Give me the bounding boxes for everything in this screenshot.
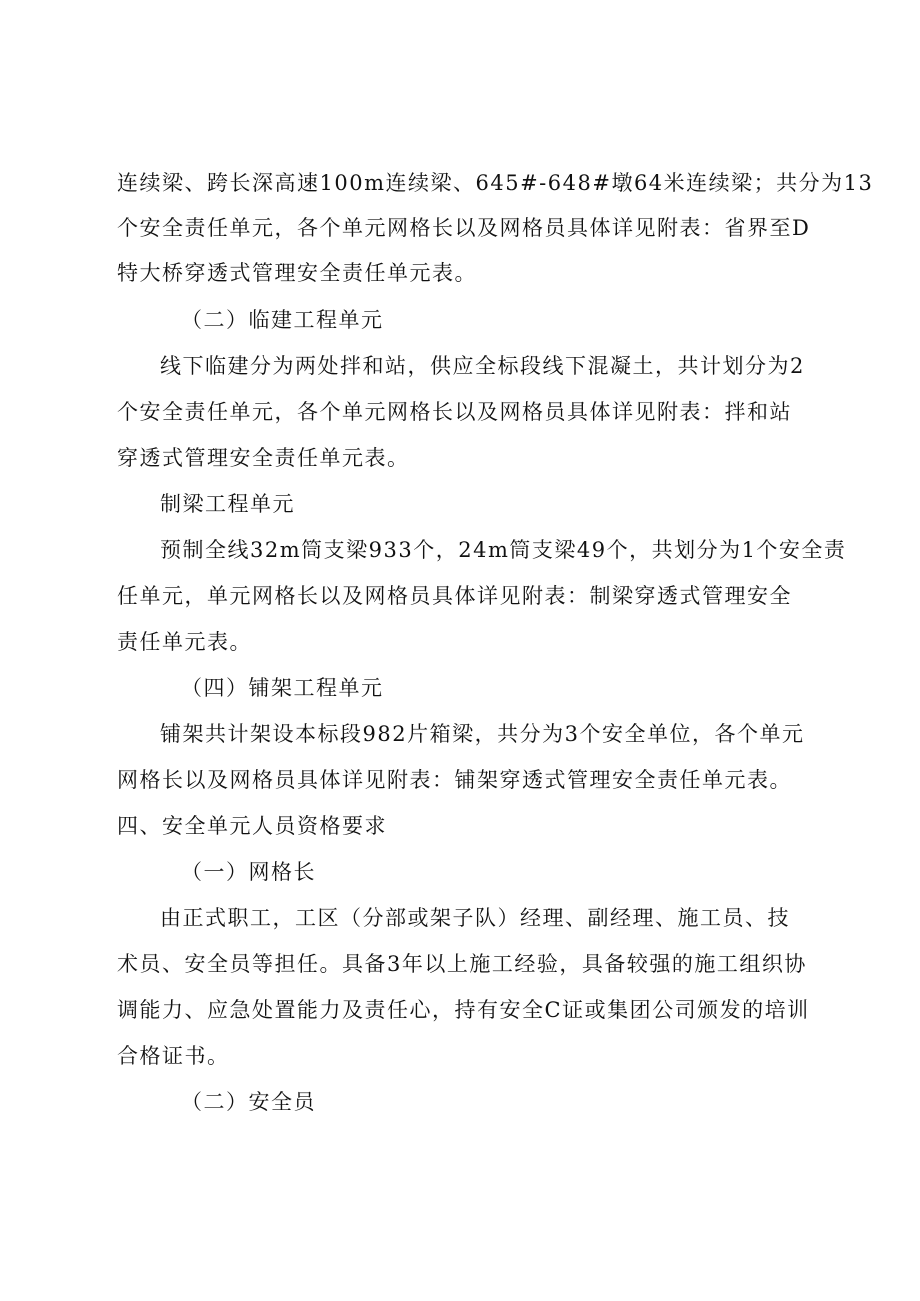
paragraph-line: 线下临建分为两处拌和站，供应全标段线下混凝土，共计划分为2 — [160, 354, 805, 378]
section-heading-temporary-works: （二）临建工程单元 — [181, 308, 384, 332]
section-heading-laying-erection: （四）铺架工程单元 — [181, 676, 384, 700]
paragraph-line: 术员、安全员等担任。具备3年以上施工经验，具备较强的施工组织协 — [117, 952, 807, 976]
paragraph-line: 个安全责任单元，各个单元网格长以及网格员具体详见附表：拌和站 — [117, 400, 792, 424]
paragraph-line: 合格证书。 — [117, 1044, 230, 1068]
paragraph-line: 预制全线32m筒支梁933个，24m筒支梁49个，共划分为1个安全责 — [160, 538, 847, 562]
paragraph-line: 任单元，单元网格长以及网格员具体详见附表：制梁穿透式管理安全 — [117, 584, 792, 608]
chapter-heading-qualification: 四、安全单元人员资格要求 — [117, 814, 387, 838]
section-heading-beam-making: 制梁工程单元 — [160, 492, 295, 516]
paragraph-line: 特大桥穿透式管理安全责任单元表。 — [117, 261, 477, 285]
paragraph-line: 责任单元表。 — [117, 630, 252, 654]
paragraph-line: 网格长以及网格员具体详见附表：铺架穿透式管理安全责任单元表。 — [117, 768, 792, 792]
paragraph-line: 由正式职工，工区（分部或架子队）经理、副经理、施工员、技 — [160, 906, 790, 930]
paragraph-line: 连续梁、跨长深高速100m连续梁、645#-648#墩64米连续梁；共分为13 — [117, 171, 874, 195]
paragraph-line: 穿透式管理安全责任单元表。 — [117, 446, 410, 470]
paragraph-line: 个安全责任单元，各个单元网格长以及网格员具体详见附表：省界至D — [117, 216, 811, 240]
section-heading-grid-leader: （一）网格长 — [181, 860, 316, 884]
paragraph-line: 调能力、应急处置能力及责任心，持有安全C证或集团公司颁发的培训 — [117, 998, 810, 1022]
section-heading-safety-officer: （二）安全员 — [181, 1090, 316, 1114]
paragraph-line: 铺架共计架设本标段982片箱梁，共分为3个安全单位，各个单元 — [160, 722, 805, 746]
